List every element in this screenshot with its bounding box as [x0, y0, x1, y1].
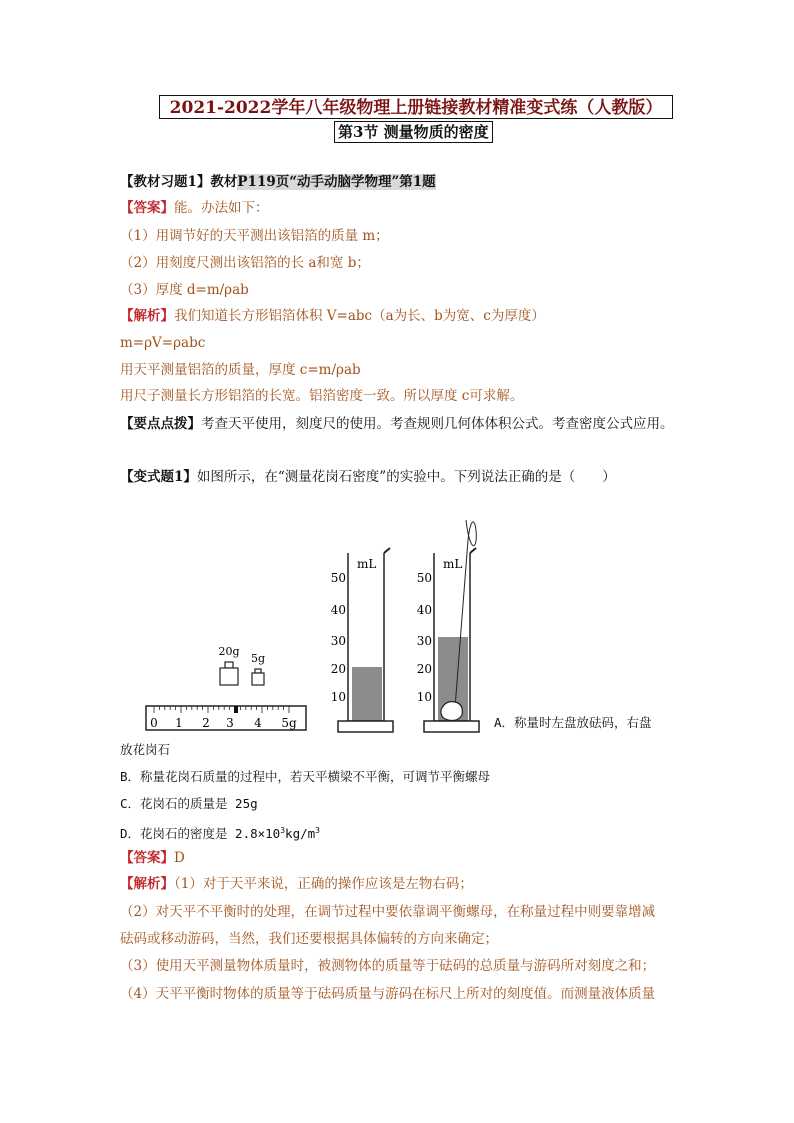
scale-label-0: 0: [150, 716, 158, 730]
cylinder2-unit-label: mL: [443, 557, 463, 571]
key-points-line: [120, 414, 674, 434]
option-d-unit: kg/m: [285, 826, 316, 842]
cyl1-tick-10: 10: [330, 690, 346, 704]
cyl2-tick-10: 10: [416, 690, 432, 704]
scale-label-3: 3: [226, 716, 234, 730]
variant-analysis-line-1: [120, 874, 473, 894]
variant-analysis-2: （2）对天平不平衡时的处理，在调节过程中要依靠调平衡螺母，在称量过程中则要靠增减: [120, 904, 656, 920]
analysis-formula: m=ρV=ρabc: [120, 335, 206, 351]
weight-20g-icon: [220, 662, 238, 685]
page-subtitle: 第3节 测量物质的密度: [334, 121, 493, 143]
graduated-cylinder-stone: [417, 520, 479, 732]
scale-label-4: 4: [254, 716, 262, 730]
step-1: （1）用调节好的天平测出该铝箔的质量 m；: [120, 228, 389, 244]
step-3: （3）厚度 d=m/ρab: [120, 282, 249, 298]
option-d-text: D．花岗石的密度是 2.8×10: [120, 826, 281, 842]
cyl1-tick-20: 20: [330, 662, 346, 676]
page-title: 2021-2022学年八年级物理上册链接教材精准变式练（人教版）: [159, 95, 673, 119]
variant-analysis-tag: 【解析】: [120, 876, 174, 892]
weight-label-5g: 5g: [250, 652, 266, 665]
scale-label-1: 1: [175, 716, 183, 730]
variant-answer-line: [120, 848, 185, 868]
experiment-figure: [0, 510, 794, 740]
cyl2-tick-40: 40: [416, 603, 432, 617]
answer-line: [120, 198, 269, 218]
option-d: [120, 821, 320, 844]
variant-tag: 【变式题1】: [120, 469, 197, 485]
variant-answer: D: [174, 850, 185, 866]
variant-analysis-4: （3）使用天平测量物体质量时，被测物体的质量等于砝码的总质量与游码所对刻度之和；: [120, 958, 656, 974]
option-d-exponent: 3: [280, 826, 286, 835]
cyl2-tick-20: 20: [416, 662, 432, 676]
variant-analysis-1: （1）对于天平来说，正确的操作应该是左物右码；: [174, 876, 473, 892]
problem-tag: 【教材习题1】: [120, 174, 211, 190]
cyl2-tick-50: 50: [416, 571, 432, 585]
analysis-line-3: 用尺子测量长方形铝箔的长宽。铝箔密度一致。所以厚度 c可求解。: [120, 388, 524, 404]
analysis-text: 我们知道长方形铝箔体积 V=abc（a为长、b为宽、c为厚度）: [174, 308, 545, 324]
answer-text: 能。办法如下：: [174, 200, 269, 216]
problem-source: 教材: [210, 174, 238, 190]
analysis-tag: 【解析】: [120, 308, 174, 324]
cylinder-unit-label: mL: [357, 557, 377, 571]
analysis-line-2: 用天平测量铝箔的质量，厚度 c=m/ρab: [120, 362, 361, 378]
cyl1-tick-40: 40: [330, 603, 346, 617]
option-c: C．花岗石的质量是 25g: [120, 796, 258, 811]
option-a-part1: A．称量时左盘放砝码，右盘: [494, 715, 652, 730]
weight-5g-icon: [252, 669, 264, 685]
cyl1-tick-50: 50: [330, 571, 346, 585]
key-points-tag: 【要点点拨】: [120, 416, 201, 432]
rider-marker: [234, 706, 238, 713]
variant-analysis-5: （4）天平平衡时物体的质量等于砝码质量与游码在标尺上所对的刻度值。而测量液体质量: [120, 986, 656, 1002]
granite-stone: [441, 702, 462, 721]
scale-label-5g: 5g: [281, 716, 297, 730]
cyl1-tick-30: 30: [330, 634, 346, 648]
analysis-line: [120, 306, 545, 326]
variant-analysis-3: 砝码或移动游码，当然，我们还要根据具体偏转的方向来确定；: [120, 931, 498, 947]
water-column: [352, 667, 382, 721]
variant-question-line: [120, 467, 616, 487]
scale-label-2: 2: [202, 716, 210, 730]
option-a-part2: 放花岗石: [120, 742, 171, 757]
weight-label-20g: 20g: [218, 645, 240, 658]
textbook-problem-heading: [120, 172, 436, 192]
graduated-cylinder-water: [331, 548, 393, 732]
cyl2-tick-30: 30: [416, 634, 432, 648]
problem-source-highlight: P119页“动手动脑学物理”第1题: [237, 174, 436, 190]
key-points-text: 考查天平使用，刻度尺的使用。考查规则几何体体积公式。考查密度公式应用。: [201, 416, 674, 432]
answer-tag: 【答案】: [120, 200, 174, 216]
option-d-unit-exponent: 3: [315, 826, 320, 835]
step-2: （2）用刻度尺测出该铝箔的长 a和宽 b；: [120, 255, 370, 271]
option-b: B．称量花岗石质量的过程中，若天平横梁不平衡，可调节平衡螺母: [120, 769, 491, 784]
variant-question: 如图所示，在“测量花岗石密度”的实验中。下列说法正确的是（ ）: [196, 469, 616, 485]
variant-answer-tag: 【答案】: [120, 850, 174, 866]
